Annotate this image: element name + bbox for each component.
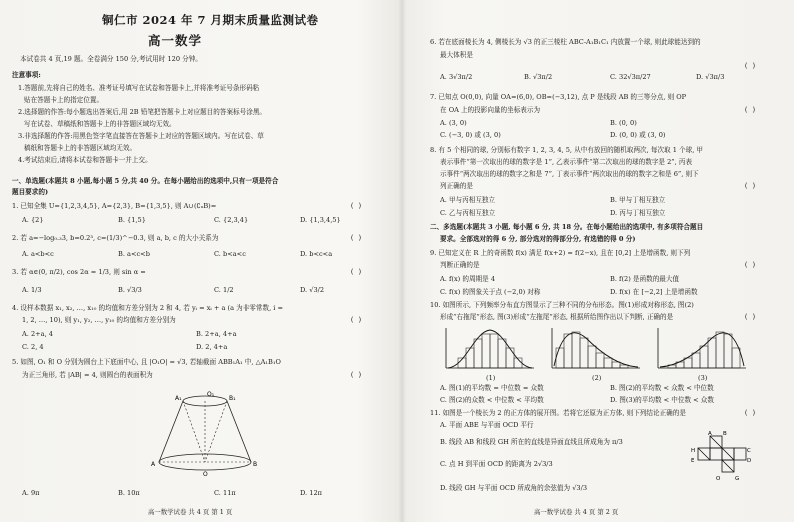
question-8-line: 示事件“两次取出的球的数字之和是 7”, 丁表示事件“两次取出的球的数字之和是 6”, 则下 [440,170,699,178]
notice-line: 写在试卷、草稿纸和答题卡上的非答题区域均无效。 [24,120,176,128]
option-a: A. 3√3π/2 [440,73,473,81]
answer-blank: ( ) [744,261,756,269]
option-a: A. 1/3 [22,286,42,294]
option-a: A. f(x) 的周期是 4 [440,275,496,283]
option-a: A. 平面 ABE 与平面 OCD 平行 [440,421,534,429]
option-c: C. 图(2)的众数 < 中位数 < 平均数 [440,396,544,404]
section-heading: 一、单选题(本题共 8 小题,每小题 5 分,共 40 分。在每小题给出的选项中,只有一项是符合 [12,177,279,185]
question-7-line: 7. 已知点 O(0,0), 向量 OA=(6,0), OB=(−3,12), 点 P 是线段 AB 的三等分点, 则 OP [430,93,687,101]
fig-label: H [691,448,696,454]
question-9-line: 判断正确的是 [440,261,480,269]
option-a: A. 图(1)的平均数 = 中位数 = 众数 [440,384,544,392]
option-b: B. a<c<b [118,250,150,258]
question-8-line: 列正确的是 [440,182,473,190]
option-b: B. 甲与丁相互独立 [610,196,666,204]
fig-label: A [151,461,156,468]
fig-label: A₁ [175,395,182,402]
notice-line: 1.答题前,先将自己的姓名、准考证号填写在试卷和答题卡上,并将准考证号条形码粘 [18,84,260,92]
option-b: B. f(2) 是函数的最大值 [610,275,680,283]
option-b: B. (0, 0) [610,119,637,127]
option-b: B. {1,5} [118,216,146,224]
subject-title: 高一数学 [148,33,203,48]
option-a: A. a<b<c [22,250,54,258]
option-c: C. 1/2 [214,286,234,294]
option-d: D. 线段 GH 与平面 OCD 所成角的余弦值为 √3/3 [440,484,588,492]
fig-label: G [735,476,740,482]
question-5-line: 5. 如图, O₁ 和 O 分别为圆台上下底面中心, 且 |O₁O| = √3, 若轴截面 ABB₁A₁ 中, △A₁B₁O [12,358,281,366]
option-c: C. b<a<c [214,250,246,258]
figure-caption: (2) [592,374,602,382]
question-4-line: 4. 设样本数据 x₁, x₂, …, x₁₀ 的均值和方差分别为 2 和 4, 若 yᵢ = xᵢ + a (a 为非零常数, i = [12,304,283,312]
question-10-line: 10. 如图所示, 下列频率分布直方图显示了三种不同的分布形态。图(1)形成对称形态, 图(2) [430,301,694,309]
answer-blank: ( ) [744,182,756,190]
option-d: D. (0, 0) 或 (3, 0) [610,131,666,139]
option-b: B. √3π/2 [524,73,553,81]
section-heading: 二、多选题(本题共 3 小题, 每小题 6 分, 共 18 分。在每小题给出的选项中, 有多项符合题目 [430,223,704,231]
option-c: C. 2, 4 [22,343,44,351]
question-5-line: 为正三角形, 若 |AB| = 4, 则圆台的表面积为 [22,371,153,379]
answer-blank: ( ) [350,316,362,324]
option-b: B. 2+a, 4+a [196,330,237,338]
option-a: A. {2} [22,216,44,224]
option-a: A. 9π [22,489,40,497]
option-c: C. {2,3,4} [214,216,249,224]
answer-blank: ( ) [744,313,756,321]
option-d: D. 12π [300,489,322,497]
question-8-line: 表示事件“第一次取出的球的数字是 1”, 乙表示事件“第二次取出的球的数字是 2”, 丙表 [440,158,693,166]
fig-label: B [253,461,258,468]
section-heading-cont: 要求。全部选对的得 6 分, 部分选对的得部分分, 有选错的得 0 分) [440,235,636,243]
answer-blank: ( ) [350,234,362,242]
option-d: D. 图(3)的平均数 < 中位数 < 众数 [610,396,714,404]
answer-blank: ( ) [744,62,756,70]
histogram-3 [656,326,748,376]
answer-blank: ( ) [350,371,362,379]
frustum-figure [150,384,260,480]
option-a: A. 2+a, 4 [22,330,53,338]
question-1-stem: 1. 已知全集 U={1,2,3,4,5}, A={2,3}, B={1,3,5}, 则 A∪(∁ᵤB)= [12,202,217,210]
answer-blank: ( ) [744,409,756,417]
option-d: D. 2, 4+a [196,343,228,351]
option-b: B. 10π [118,489,140,497]
option-b: B. √3/3 [118,286,142,294]
notice-line: 2.选择题的作答:每小题选出答案后,用 2B 铅笔把答题卡上对应题目的答案标号涂黑。 [18,108,267,116]
option-d: D. √3π/3 [696,73,725,81]
option-d: D. 丙与丁相互独立 [610,209,666,217]
fig-label: O [716,476,721,482]
notice-line: 贴在答题卡上的指定位置。 [24,96,104,104]
answer-blank: ( ) [744,106,756,114]
fig-label: O [203,471,208,478]
question-11-line: 11. 如图是一个棱长为 2 的正方体的展开图。若将它还原为正方体, 则下列结论正确的是 [430,409,686,417]
notice-line: 稿纸和答题卡上的非答题区域均无效。 [24,144,137,152]
fig-label: B₁ [229,395,236,402]
answer-blank: ( ) [350,202,362,210]
question-8-line: 8. 有 5 个相同的球, 分别标有数字 1, 2, 3, 4, 5, 从中有放回的随机取两次, 每次取 1 个球, 甲 [430,146,703,154]
option-a: A. (3, 0) [440,119,467,127]
section-heading-cont: 题目要求的) [12,188,49,196]
answer-blank: ( ) [350,268,362,276]
fig-label: C [747,448,751,454]
option-c: C. 11π [214,489,236,497]
exam-title: 铜仁市 2024 年 7 月期末质量监测试卷 [102,13,319,27]
option-b: B. 图(2)的平均数 < 众数 < 中位数 [610,384,714,392]
option-c: C. 点 H 到平面 OCD 的距离为 2√3/3 [440,460,553,468]
page-footer: 高一数学试卷 共 4 页 第 1 页 [148,508,233,516]
fig-label: A [708,431,712,437]
figure-caption: (1) [486,374,496,382]
question-10-line: 形成“右拖尾”形态, 图(3)形成“左拖尾”形态, 根据所给图作出以下判断, 正确的是 [440,313,674,321]
notice-heading: 注意事项: [12,71,41,79]
option-a: A. 甲与丙相互独立 [440,196,496,204]
fig-label: B [723,431,727,437]
question-9-line: 9. 已知定义在 R 上的奇函数 f(x) 满足 f(x+2) = f(2−x), 且在 [0,2] 上是增函数, 则下列 [430,249,691,257]
question-7-line: 在 OA 上的投影向量的坐标表示为 [440,106,541,114]
fig-label: E [691,458,695,464]
histogram-2 [550,326,642,376]
figure-caption: (3) [698,374,708,382]
option-d: D. f(x) 在 [−2,2] 上是增函数 [610,288,698,296]
option-c: C. f(x) 的图象关于点 (−2,0) 对称 [440,288,541,296]
cube-net-figure [686,428,758,488]
page-2 [404,0,794,522]
notice-line: 3.非选择题的作答:用黑色签字笔直接答在答题卡上对应的答题区域内。写在试卷、草 [18,132,264,140]
option-c: C. 乙与丙相互独立 [440,209,496,217]
option-b: B. 线段 AB 和线段 GH 所在的直线是异面直线且所成角为 π/3 [440,438,623,446]
option-c: C. (−3, 0) 或 (3, 0) [440,131,501,139]
exam-intro: 本试卷共 4 页,19 题。全卷满分 150 分,考试用时 120 分钟。 [20,55,202,63]
question-6-line: 最大体积是 [440,51,473,59]
option-d: D. √3/2 [300,286,325,294]
option-d: D. b<c<a [300,250,333,258]
fig-label: D [747,458,752,464]
question-3-stem: 3. 若 α∈(0, π/2), cos 2α = 1/3, 则 sin α = [12,268,146,276]
option-d: D. {1,3,4,5} [300,216,341,224]
page-footer: 高一数学试卷 共 4 页 第 2 页 [534,508,619,516]
question-2-stem: 2. 若 a=−log₀.₃3, b=0.2³, c=(1/3)^−0.3, 则 a, b, c 的大小关系为 [12,234,219,242]
fig-label: O₁ [207,391,215,398]
question-4-line: 1, 2, …, 10), 则 y₁, y₂, …, y₁₀ 的均值和方差分别为 [22,316,176,324]
histogram-1 [444,326,536,376]
question-6-line: 6. 若在底面棱长为 4, 侧棱长为 √3 的正三棱柱 ABC-A₁B₁C₁ 内放置一个球, 则此球能达到的 [430,38,701,46]
notice-line: 4.考试结束后,请将本试卷和答题卡一并上交。 [18,156,152,164]
option-c: C. 32√3π/27 [610,73,651,81]
